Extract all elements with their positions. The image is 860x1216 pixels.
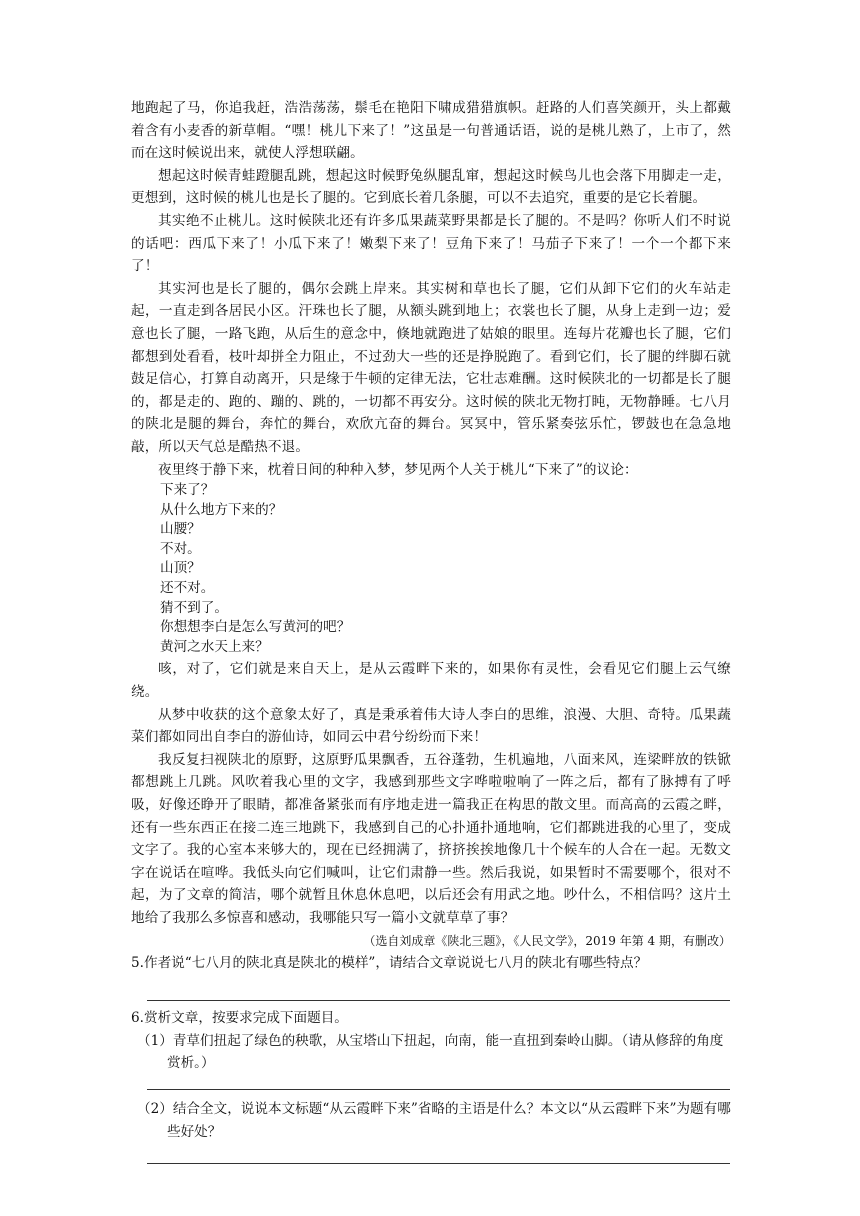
article-paragraph-4: 其实河也是长了腿的，偶尔会跳上岸来。其实树和草也长了腿，它们从卸下它们的火车站走起，一直走到各居民小区。汗珠也长了腿，从额头跳到地上；衣裳也长了腿，从身上走到一边；爱意也长了腿，一路飞跑，从后生的意念中，倏地就跑进了姑娘的眼里。连每片花瓣也长了腿，它们都想到处看看，枝叶却拼全力阻止，不过劲大一些的还是挣脱跑了。看到它们，长了腿的绊脚石就鼓足信心，打算自动离开，只是缘于牛顿的定律无法，它壮志难酬。这时候陕北的一切都是长了腿的，都是走的、跑的、蹦的、跳的，一切都不再安分。这时候的陕北无物打盹，无物静睡。七八月的陕北是腿的舞台，奔忙的舞台，欢欣亢奋的舞台。冥冥中，管乐紧奏弦乐忙，锣鼓也在急急地敲，所以天气总是酷热不退。: [131, 280, 731, 455]
dialogue-line: 山腰？: [160, 521, 201, 538]
dialogue-line: 黄河之水天上来？: [160, 638, 269, 655]
question-6-2: （2）结合全文，说说本文标题“从云霞畔下来”省略的主语是什么？本文以“从云霞畔下来”为题有哪些好处？: [137, 1100, 731, 1140]
article-paragraph-2: 想起这时候青蛙蹬腿乱跳，想起这时候野兔纵腿乱窜，想起这时候鸟儿也会落下用脚走一走，更想到，这时候的桃儿也是长了腿的。它到底长着几条腿，可以不去追究，重要的是它长着腿。: [131, 167, 731, 207]
answer-space: [131, 974, 731, 1000]
dialogue-line: 不对。: [160, 540, 201, 557]
document-content: [131, 97, 731, 1164]
dialogue-line: 下来了？: [160, 482, 215, 499]
answer-space: [131, 1075, 731, 1089]
article-paragraph-6: 咳，对了，它们就是来自天上，是从云霞畔下来的，如果你有灵性，会看见它们腿上云气缭绕。: [131, 661, 731, 701]
article-paragraph-7: 从梦中收获的这个意象太好了，真是秉承着伟大诗人李白的思维，浪漫、大胆、奇特。瓜果蔬菜们都如同出自李白的游仙诗，如同云中君兮纷纷而下来！: [131, 706, 731, 746]
question-5: 5.作者说“七八月的陕北真是陕北的模样”，请结合文章说说七八月的陕北有哪些特点？: [131, 954, 648, 971]
article-paragraph-3: 其实绝不止桃儿。这时候陕北还有许多瓜果蔬菜野果都是长了腿的。不是吗？你听人们不时说的话吧：西瓜下来了！小瓜下来了！嫩梨下来了！豆角下来了！马茄子下来了！一个一个都下来了！: [131, 212, 731, 275]
spacer: [131, 1090, 731, 1098]
article-source: （选自刘成章《陕北三题》，《人民文学》，2019 年第 4 期，有删改）: [363, 933, 731, 948]
dialogue-line: 还不对。: [160, 580, 215, 597]
article-paragraph-5: 夜里终于静下来，枕着日间的种种入梦，梦见两个人关于桃儿“下来了”的议论：: [158, 461, 638, 478]
dialogue-line: 你想想李白是怎么写黄河的吧？: [160, 619, 351, 636]
dialogue-line: 山顶？: [160, 560, 201, 577]
dialogue-line: 猜不到了。: [160, 599, 228, 616]
answer-space: [131, 1143, 731, 1163]
question-6-1: （1）青草们扭起了绿色的秧歌，从宝塔山下扭起，向南，能一直扭到秦岭山脚。（请从修辞的角度赏析。）: [137, 1032, 724, 1072]
dialogue-block: [131, 481, 731, 657]
question-6: 6.赏析文章，按要求完成下面题目。: [131, 1010, 348, 1027]
dialogue-line: 从什么地方下来的？: [160, 501, 283, 518]
answer-line-q6-2[interactable]: [147, 1163, 730, 1164]
article-paragraph-1: 地跑起了马，你追我赶，浩浩荡荡，鬃毛在艳阳下啸成猎猎旗帜。赶路的人们喜笑颜开，头上都戴着含有小麦香的新草帽。“嘿！桃儿下来了！”这虽是一句普通话语，说的是桃儿熟了，上市了，然而在这时候说出来，就使人浮想联翩。: [131, 100, 731, 162]
article-paragraph-8: 我反复扫视陕北的原野，这原野瓜果飘香，五谷蓬勃，生机遍地，八面来风，连梁畔放的铁锨都想跳上几跳。风吹着我心里的文字，我感到那些文字哗啦啦响了一阵之后，都有了脉搏有了呼吸，好像还睁开了眼睛，都准备紧张而有序地走进一篇我正在构思的散文里。而高高的云霞之畔，还有一些东西正在接二连三地跳下，我感到自己的心扑通扑通地响，它们都跳进我的心里了，变成文字了。我的心室本来够大的，现在已经拥满了，挤挤挨挨地像几十个候车的人合在一起。无数文字在说话在喧哗。我低头向它们喊叫，让它们肃静一些。然后我说，如果暂时不需要哪个，很对不起，为了文章的简洁，哪个就暂且休息休息吧，以后还会有用武之地。吵什么，不相信吗？这片土地给了我那么多惊喜和感动，我哪能只写一篇小文就草草了事？: [131, 751, 731, 926]
